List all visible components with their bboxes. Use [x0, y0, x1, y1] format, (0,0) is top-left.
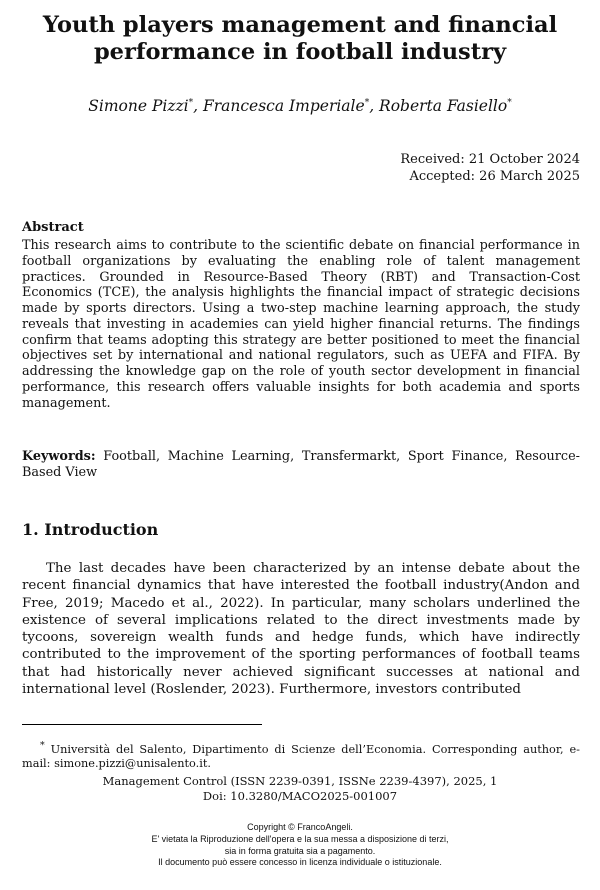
journal-info: [20, 774, 580, 803]
copyright-line: Il documento può essere concesso in licenza individuale o istituzionale.: [158, 857, 442, 868]
author-separator: ,: [193, 97, 203, 115]
paper-title-line-1: Youth players management and financial: [42, 12, 558, 38]
accepted-date: Accepted: 26 March 2025: [409, 169, 580, 184]
keywords-section: [22, 449, 580, 481]
author-separator: ,: [369, 97, 380, 115]
affiliation-footnote: [22, 739, 580, 772]
submission-dates: [400, 151, 580, 185]
abstract-heading: Abstract: [22, 220, 84, 235]
footnote-mark: *: [40, 740, 45, 751]
paper-title: [20, 12, 580, 66]
copyright-notice: [20, 822, 580, 869]
author-name: Francesca Imperiale: [202, 97, 365, 115]
abstract-text: This research aims to contribute to the scientific debate on financial performance in football organizations by evaluating the enabling role of talent management practices. Grounded in Resource-Based Theory (RBT) and Transaction-Cost Economics (TCE), the analysis highlights the financial impact of strategic decisions made by sports directors. Using a two-step machine learning approach, the study reveals that investing in academies can yield higher financial returns. The findings confirm that teams adopting this strategy are better positioned to meet the financial objectives set by international and national regulators, such as UEFA and FIFA. By addressing the knowledge gap on the role of youth sector development in financial performance, this research offers valuable insights for both academia and sports management.: [22, 238, 580, 411]
author-affiliation-mark: *: [188, 97, 194, 108]
author-list: [20, 96, 580, 116]
paper-title-line-2: performance in football industry: [93, 39, 507, 65]
journal-doi: Doi: 10.3280/MACO2025-001007: [202, 788, 398, 803]
author-name: Roberta Fasiello: [379, 97, 508, 115]
copyright-line: E' vietata la Riproduzione dell'opera e la sua messa a disposizione di terzi,: [151, 833, 449, 844]
introduction-heading: 1. Introduction: [22, 520, 159, 539]
introduction-text: The last decades have been characterized by an intense debate about the recent financial dynamics that have interested the football industry(Andon and Free, 2019; Macedo et al., 2022). In particular, many scholars underlined the existence of several implications related to the direct investments made by tycoons, sovereign wealth funds and hedge funds, which have indirectly contributed to the improvement of the sporting performances of football teams that had historically never achieved significant successes at national and international level (Roslender, 2023). Furthermore, investors contributed: [22, 561, 580, 698]
keywords-text: Football, Machine Learning, Transfermarkt, Sport Finance, Resource-Based View: [22, 449, 580, 480]
footnote-text: Università del Salento, Dipartimento di Scienze dell’Economia. Corresponding author, e-mail: simone.pizzi@unisalento.it.: [22, 742, 580, 771]
keywords-label: Keywords:: [22, 449, 96, 464]
author-name: Simone Pizzi: [88, 97, 189, 115]
author-affiliation-mark: *: [364, 97, 370, 108]
journal-citation: Management Control (ISSN 2239-0391, ISSNe 2239-4397), 2025, 1: [102, 774, 498, 788]
copyright-line: Copyright © FrancoAngeli.: [247, 822, 353, 832]
received-date: Received: 21 October 2024: [400, 152, 580, 167]
author-affiliation-mark: *: [507, 97, 512, 108]
footnote-divider: [22, 724, 262, 725]
copyright-line: sia in forma gratuita sia a pagamento.: [224, 845, 376, 856]
